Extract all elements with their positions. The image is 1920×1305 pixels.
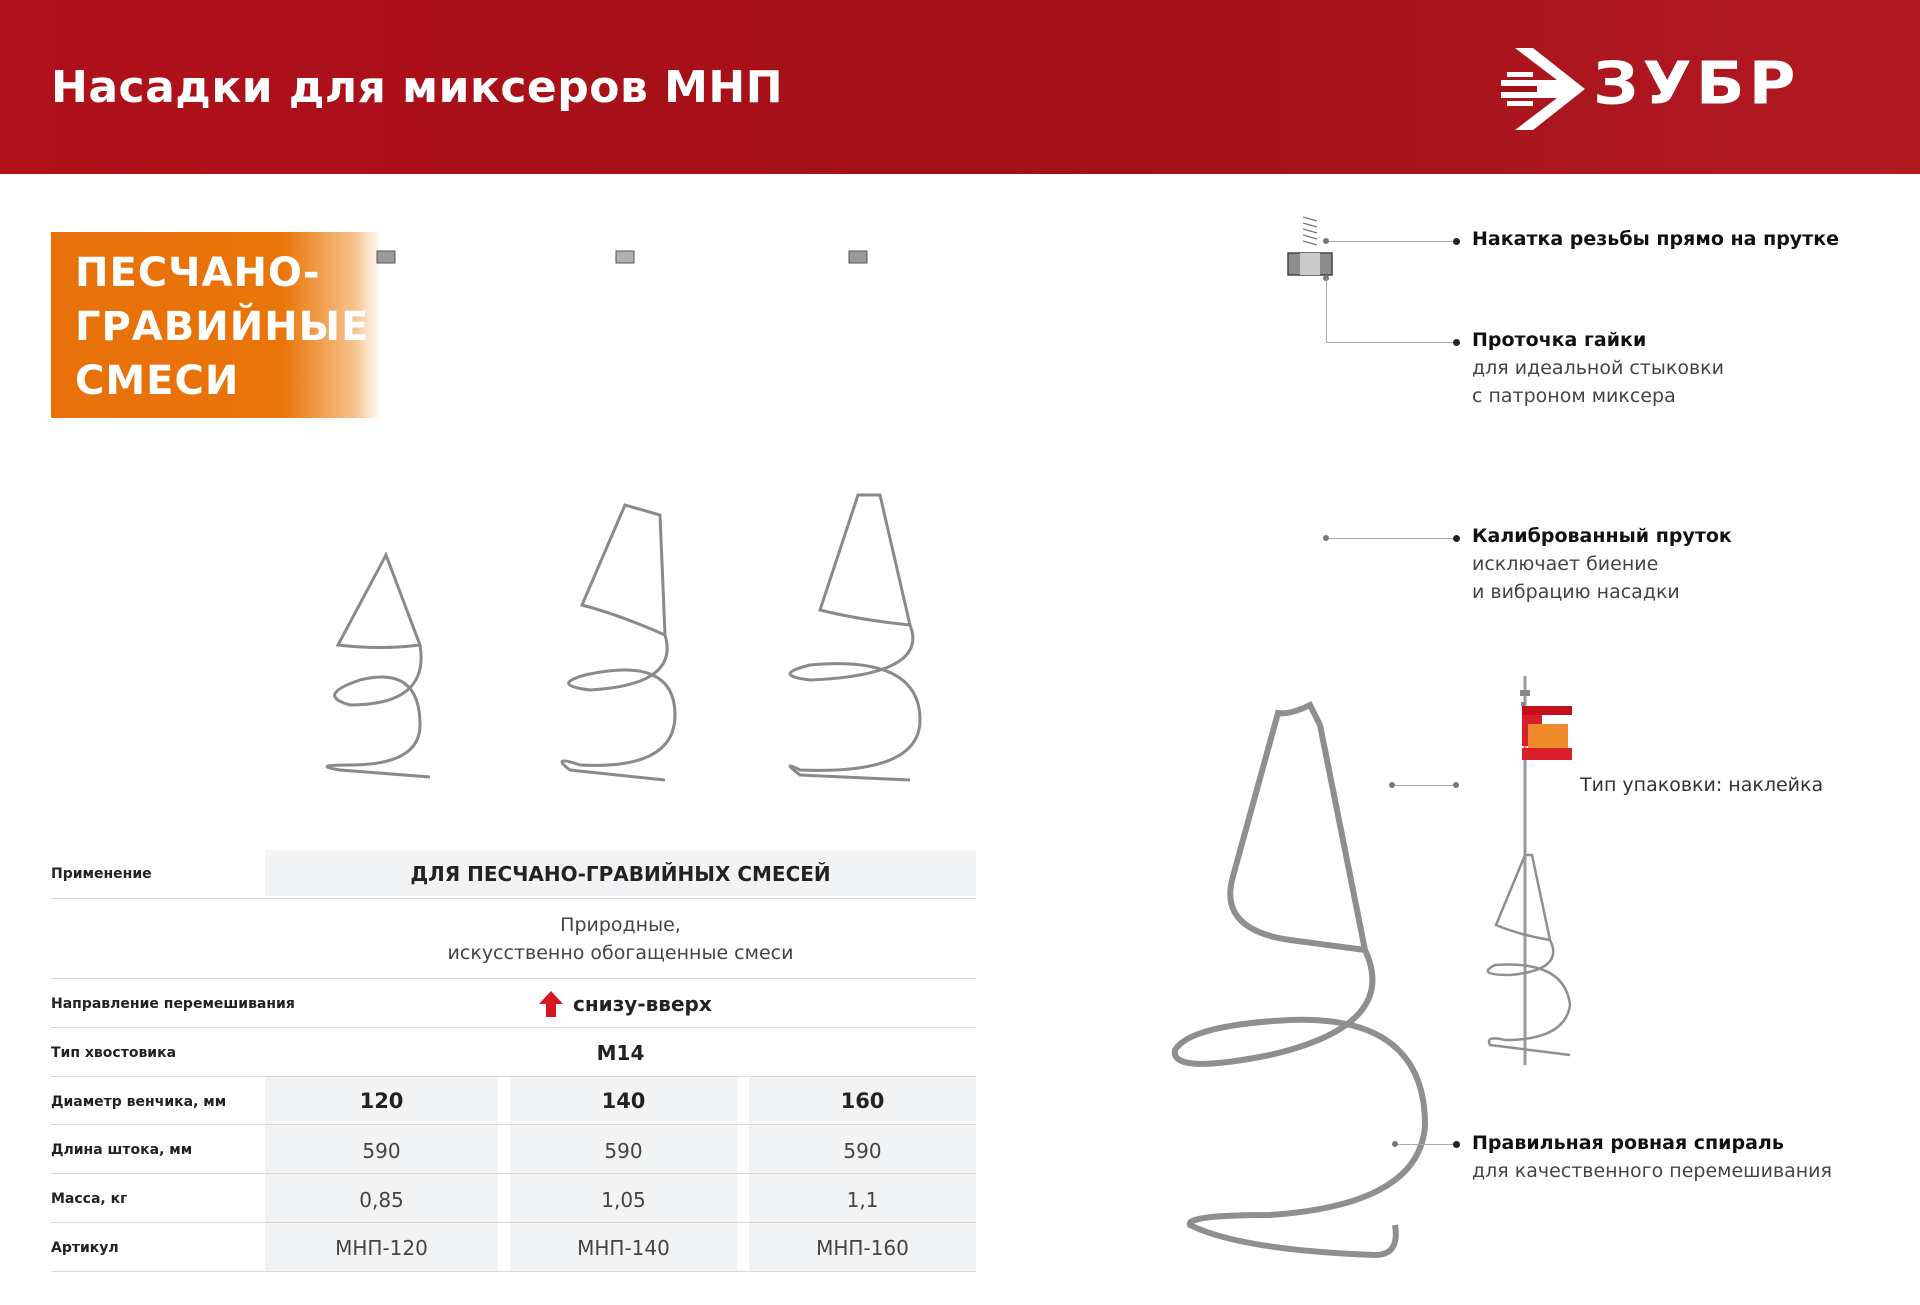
callout-line [1326, 342, 1459, 343]
callout-thread-title: Накатка резьбы прямо на прутке [1472, 228, 1839, 250]
package-label-sticker [1521, 702, 1572, 760]
divider [51, 1027, 976, 1028]
callout-rod-line-1: исключает биение [1472, 553, 1659, 575]
diameter-label: Диаметр венчика, мм [51, 1094, 227, 1110]
badge-line-3: СМЕСИ [75, 358, 240, 404]
divider [51, 1271, 976, 1272]
callout-line [1395, 785, 1459, 786]
application-value: ДЛЯ ПЕСЧАНО-ГРАВИЙНЫХ СМЕСЕЙ [410, 862, 831, 886]
article-label: Артикул [51, 1240, 119, 1256]
length-value: 590 [604, 1139, 643, 1163]
callout-line [1329, 241, 1459, 242]
mass-value: 1,05 [601, 1188, 646, 1212]
badge-line-1: ПЕСЧАНО- [75, 250, 321, 296]
length-value: 590 [362, 1139, 401, 1163]
brand-emblem-icon [1493, 46, 1593, 132]
mass-value: 1,1 [846, 1188, 879, 1212]
divider [51, 1173, 976, 1174]
mixer-product-lineup [320, 225, 960, 795]
callout-spiral-line-1: для качественного перемешивания [1472, 1160, 1832, 1182]
callout-marker [1453, 782, 1459, 788]
article-value: МНП-120 [335, 1236, 428, 1260]
mixer-120-image [327, 233, 430, 780]
callout-line [1329, 538, 1459, 539]
callout-nut-line-2: с патроном миксера [1472, 385, 1676, 407]
mixer-160-image [790, 233, 920, 780]
direction-value: снизу-вверх [573, 992, 712, 1016]
callout-nut-title: Проточка гайки [1472, 329, 1647, 351]
callout-marker [1453, 238, 1460, 245]
callout-package-title: Тип упаковки: наклейка [1580, 774, 1824, 796]
length-label: Длина штока, мм [51, 1142, 193, 1158]
diameter-value: 140 [601, 1089, 646, 1113]
diameter-value: 120 [359, 1089, 404, 1113]
packaged-mixer-image [1470, 670, 1580, 1070]
callout-spiral-title: Правильная ровная спираль [1472, 1132, 1784, 1154]
divider [51, 898, 976, 899]
mass-value: 0,85 [359, 1188, 404, 1212]
divider [51, 1222, 976, 1223]
large-mixer-image [1150, 205, 1450, 1275]
callout-line [1326, 278, 1327, 342]
callout-rod-title: Калиброванный пруток [1472, 525, 1732, 547]
arrow-up-icon [538, 990, 564, 1018]
mass-label: Масса, кг [51, 1191, 128, 1207]
callout-rod-line-2: и вибрацию насадки [1472, 581, 1680, 603]
application-note-line-2: искусственно обогащенные смеси [447, 942, 794, 964]
article-value: МНП-160 [816, 1236, 909, 1260]
brand-wordmark: ЗУБР [1593, 50, 1800, 119]
header-bar [0, 0, 1920, 174]
divider [51, 1124, 976, 1125]
badge-line-2: ГРАВИЙНЫЕ [75, 304, 370, 350]
article-value: МНП-140 [577, 1236, 670, 1260]
callout-marker [1453, 339, 1460, 346]
direction-label: Направление перемешивания [51, 996, 295, 1012]
callout-marker [1453, 535, 1460, 542]
shank-label: Тип хвостовика [51, 1045, 177, 1061]
callout-marker [1453, 1141, 1460, 1148]
divider [51, 978, 976, 979]
mixer-140-image [562, 233, 675, 780]
application-label: Применение [51, 866, 152, 882]
diameter-value: 160 [840, 1089, 885, 1113]
callout-line [1398, 1144, 1459, 1145]
shank-value: M14 [596, 1041, 645, 1065]
page-title: Насадки для миксеров МНП [51, 62, 784, 113]
brand-logo [1493, 46, 1873, 132]
application-note-line-1: Природные, [560, 914, 681, 936]
length-value: 590 [843, 1139, 882, 1163]
callout-nut-line-1: для идеальной стыковки [1472, 357, 1724, 379]
